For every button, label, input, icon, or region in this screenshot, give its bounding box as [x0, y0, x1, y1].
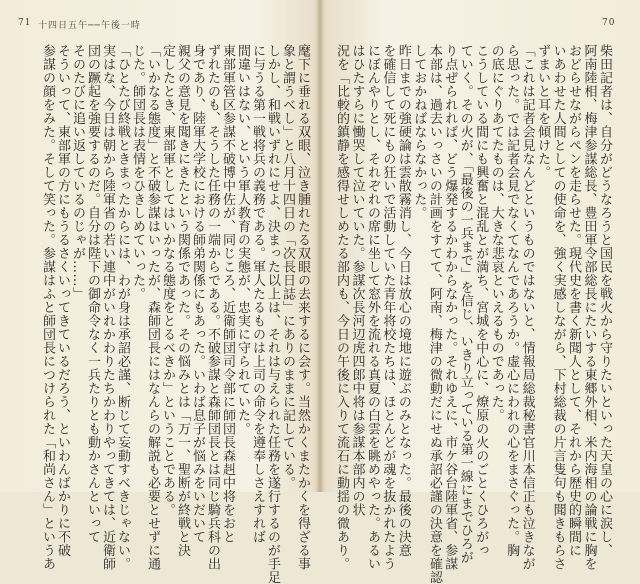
book-gutter: [316, 0, 324, 492]
left-page-text: [40, 44, 310, 584]
text-line: の底にぐりあてたものは、大きな悲哀といえるものであった。: [488, 44, 504, 422]
text-line: おどらせながらペンを走らせた。現代史を書く新聞人として、それから歴史的瞬間に: [566, 44, 582, 557]
text-line: 本部は、過去いっさいの計画をすてて、阿南、梅津の微動だにせぬ承詔必謹の決意を確認: [426, 44, 442, 584]
text-line: 「いかなる態度」と不破参謀はいったが、森師団長にはなんらの解説も必要とせずに通: [145, 44, 160, 571]
text-line: を確信して死にもの狂いで活動していた青年将校たちは、ほとんどが魂を抜かれたよう: [380, 44, 396, 571]
left-page-number: 71: [18, 18, 32, 28]
text-line: 阿南陸相、梅津参謀総長、豊田軍令部総長にたいする東郷外相、米内海相の論戦に胸を: [581, 44, 597, 571]
text-line: 団の蹶起を強要するのだ。自分は陛下の御命令なく一兵たりとも動かさんといって: [85, 44, 100, 544]
text-line: こうしている間にも興奮と混乱とが満ち、宮城を中心に、燎原の火のごとくひろがっ: [473, 44, 489, 557]
right-page-text: [334, 44, 612, 584]
running-head: 十四日五午──午後一時: [38, 21, 141, 31]
text-line: 定したとき、東部軍としてはいかなる態度をとるべきか」ということである。: [160, 44, 175, 517]
text-line: ていく。その火が、「最後の一兵まで」を信じ、いきり立っている第一線にまでひろが: [457, 44, 473, 564]
text-line: 況を「比較的鎮静を感得せしめたる部内も、今日の午後に入りて流石に動揺の微あり。: [334, 44, 349, 571]
text-line: そういって、東部軍の方にもうるさくいってきているだろう、といわんばかりに不破: [55, 44, 70, 557]
text-line: 昨日までの強硬論は雲散霧消し、今日は放心の境地に遊ぶのみとなった。最後の決意: [395, 44, 411, 557]
text-line: 象と謂うべし」と八月十四日の「次長日誌」にありのままに記している。: [280, 44, 295, 490]
text-line: にぼんやりとし、それぞれの席に坐して窓外を流れる真夏の白雲を眺めやった。あるい: [364, 44, 380, 571]
text-line: 柴田記者は、自分がどうなろうと国民を戦火から守りたいといった天皇の心に涙し、: [596, 44, 612, 557]
right-page-number: 70: [602, 18, 616, 28]
text-line: 「これは記者会見なんどというものではないと、情報局総裁秘書官川本信正も泣きなが: [519, 44, 535, 571]
text-line: 「ひとたび終戦ときまったからには、わが身は承詔必謹、断じて妄動すべきじゃない。: [115, 44, 130, 571]
text-line: 実はな、今日は朝から陸軍省の若い連中がいれかわりたちかわりやってきては、近衛師: [100, 44, 115, 571]
text-line: しかし、和戦いずれにせよ、決まった以上は、それは与えられた任務を遂行するのが手足: [265, 44, 280, 584]
text-line: ずまいと耳を傾けた。: [535, 44, 551, 179]
text-line: じた。師団長は表情をひきしめていった。: [130, 44, 145, 301]
text-line: 間違いはない、という軍人教育の実態が、忠実に守られていた。: [235, 44, 250, 436]
text-line: しておかねばならなかった。: [411, 44, 427, 220]
text-line: そのたびに追い返しているのじゃが……」: [70, 44, 85, 301]
text-line: 東部軍管区参謀不破博中佐が、同じころ、近衛師団司令部に師団長森赳中将をおと: [220, 44, 235, 544]
text-line: 参謀の顔をみた。そして笑った。参謀はふと師団長につけられた「和尚さん」というあ: [40, 44, 55, 571]
text-line: り点ぜられれば、どう爆発するかわからなかった。それゆえに、市ケ谷台陸軍省、参謀: [442, 44, 458, 571]
text-line: ずれたのも、そうした任務の一端からである。不破参謀と森師団長とは同じ騎兵科の出: [205, 44, 220, 571]
text-line: 親父の意見を聞きにきたという関係であった。その悩みとは「万一、聖断が終戦と決: [175, 44, 190, 557]
text-line: いあわせた人間としての使命を、強く実感しながら、下村総裁の片言隻句も聞きもらさ: [550, 44, 566, 571]
text-line: に与うる第一戦将兵の義務である。軍人たるものは上司の命令を遵奉しさえすれば: [250, 44, 265, 544]
text-line: 身であり、陸軍大学校における師弟関係にもあった。いわば息子が悩みをいだいて: [190, 44, 205, 544]
text-line: はひたすらに慟哭して泣いていた。参謀次長河辺虎四郎中将は参謀本部内の状: [349, 44, 365, 517]
text-line: 麾下に垂れる双眼、泣き腫れたる双眼の去来するに会す。当然かくまたかくを得ざる事: [295, 44, 310, 571]
text-line: ら思った。では記者会見でなくてなんであろうか。虚心にわれの心をまさぐった。胸: [504, 44, 520, 557]
